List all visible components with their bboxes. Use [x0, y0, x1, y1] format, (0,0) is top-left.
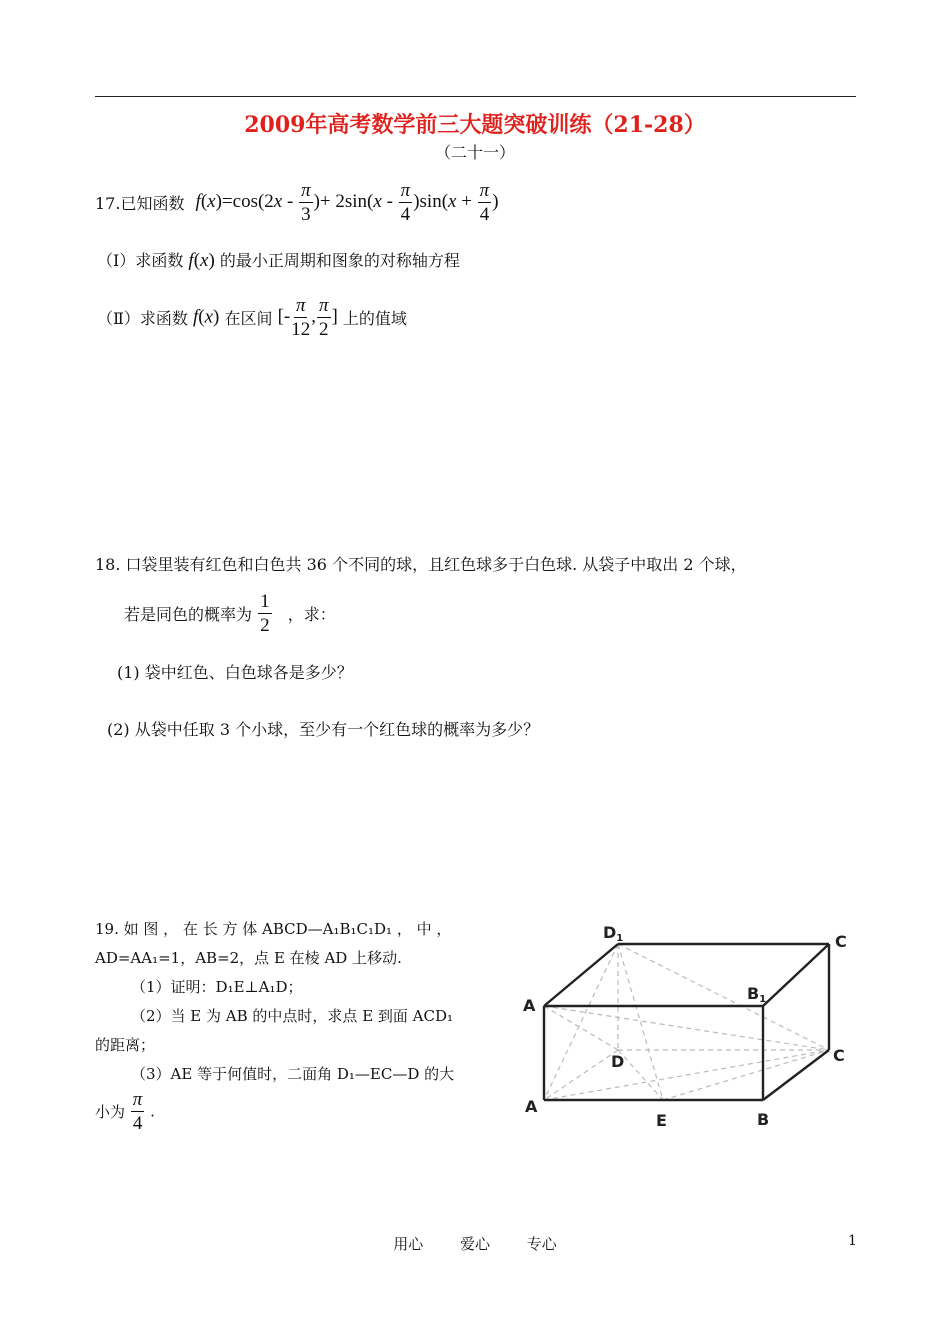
- label-d1: D1: [603, 923, 624, 944]
- q18-part1: (1) 袋中红色、白色球各是多少？: [117, 663, 353, 682]
- label-b: B: [757, 1110, 770, 1129]
- fraction-pi-4: $\frac{\pi}{4}$: [400, 180, 411, 225]
- q19-line1: 19. 如 图 ， 在 长 方 体 ABCD—A₁B₁C₁D₁ ， 中 ，: [95, 920, 452, 938]
- page-title: 2009年高考数学前三大题突破训练（21-28）: [244, 112, 706, 138]
- label-b1: B1: [747, 984, 767, 1005]
- label-d: D: [611, 1052, 625, 1071]
- q17-part2: （Ⅱ）求函数 f(x) 在区间 [- $\frac{\pi}{12}$ , $\frac{\pi}{2}$ ] 上的值域: [97, 295, 407, 340]
- q19-part2b: 的距离；: [95, 1036, 156, 1054]
- page-number: 1: [848, 1233, 857, 1249]
- label-a-bottom: A: [525, 1097, 538, 1116]
- label-c-mid: C: [833, 1046, 845, 1065]
- q17-statement: [95, 181, 499, 224]
- q18-line1: 18. 口袋里装有红色和白色共 36 个不同的球，且红色球多于白色球. 从袋子中取出 2 个球，: [95, 555, 747, 574]
- q18-line2: 若是同色的概率为 $\frac{1}{2}$ ，求：: [124, 591, 336, 636]
- fraction-pi-2: $\frac{\pi}{2}$: [318, 295, 329, 340]
- label-a-top: A: [523, 996, 536, 1015]
- visible-edges: [544, 944, 829, 1100]
- fraction-pi-4b: $\frac{\pi}{4}$: [479, 180, 490, 225]
- q17-formula: f(x)=cos(2x - $\frac{\pi}{3}$ )+ 2sin(x - $\frac{\pi}{4}$ )sin(x + $\frac{\pi}{4}$ ): [195, 180, 499, 225]
- label-c-top: C: [835, 932, 847, 951]
- fraction-pi-12: $\frac{\pi}{12}$: [291, 295, 311, 340]
- footer-item: 专心: [526, 1235, 557, 1253]
- footer-item: 用心: [393, 1235, 424, 1253]
- footer: [0, 1233, 950, 1254]
- q19-part3: （3）AE 等于何值时，二面角 D₁—EC—D 的大: [131, 1065, 455, 1083]
- q17-part1: （Ⅰ）求函数 f(x) 的最小正周期和图象的对称轴方程: [97, 250, 460, 271]
- page-subtitle: （二十一）: [434, 143, 515, 162]
- header-rule: [95, 96, 856, 97]
- q19-part1: （1）证明：D₁E⊥A₁D；: [131, 978, 303, 996]
- fraction-pi-4-q19: $\frac{\pi}{4}$: [132, 1089, 143, 1134]
- hidden-lines: [544, 944, 829, 1100]
- q19-line2: AD=AA₁=1，AB=2，点 E 在棱 AD 上移动.: [95, 949, 402, 967]
- q19-part2a: （2）当 E 为 AB 的中点时，求点 E 到面 ACD₁: [131, 1007, 454, 1025]
- q18-part2: (2) 从袋中任取 3 个小球，至少有一个红色球的概率为多少？: [107, 720, 540, 739]
- q17-label: 17.已知函数: [95, 193, 185, 213]
- cuboid-figure: [515, 920, 865, 1135]
- footer-item: 爱心: [459, 1235, 490, 1253]
- fraction-pi-3: $\frac{\pi}{3}$: [301, 180, 311, 225]
- fraction-one-half: $\frac{1}{2}$: [260, 591, 270, 636]
- label-e: E: [656, 1111, 667, 1130]
- q19-part3b: 小为 $\frac{\pi}{4}$ .: [95, 1089, 155, 1134]
